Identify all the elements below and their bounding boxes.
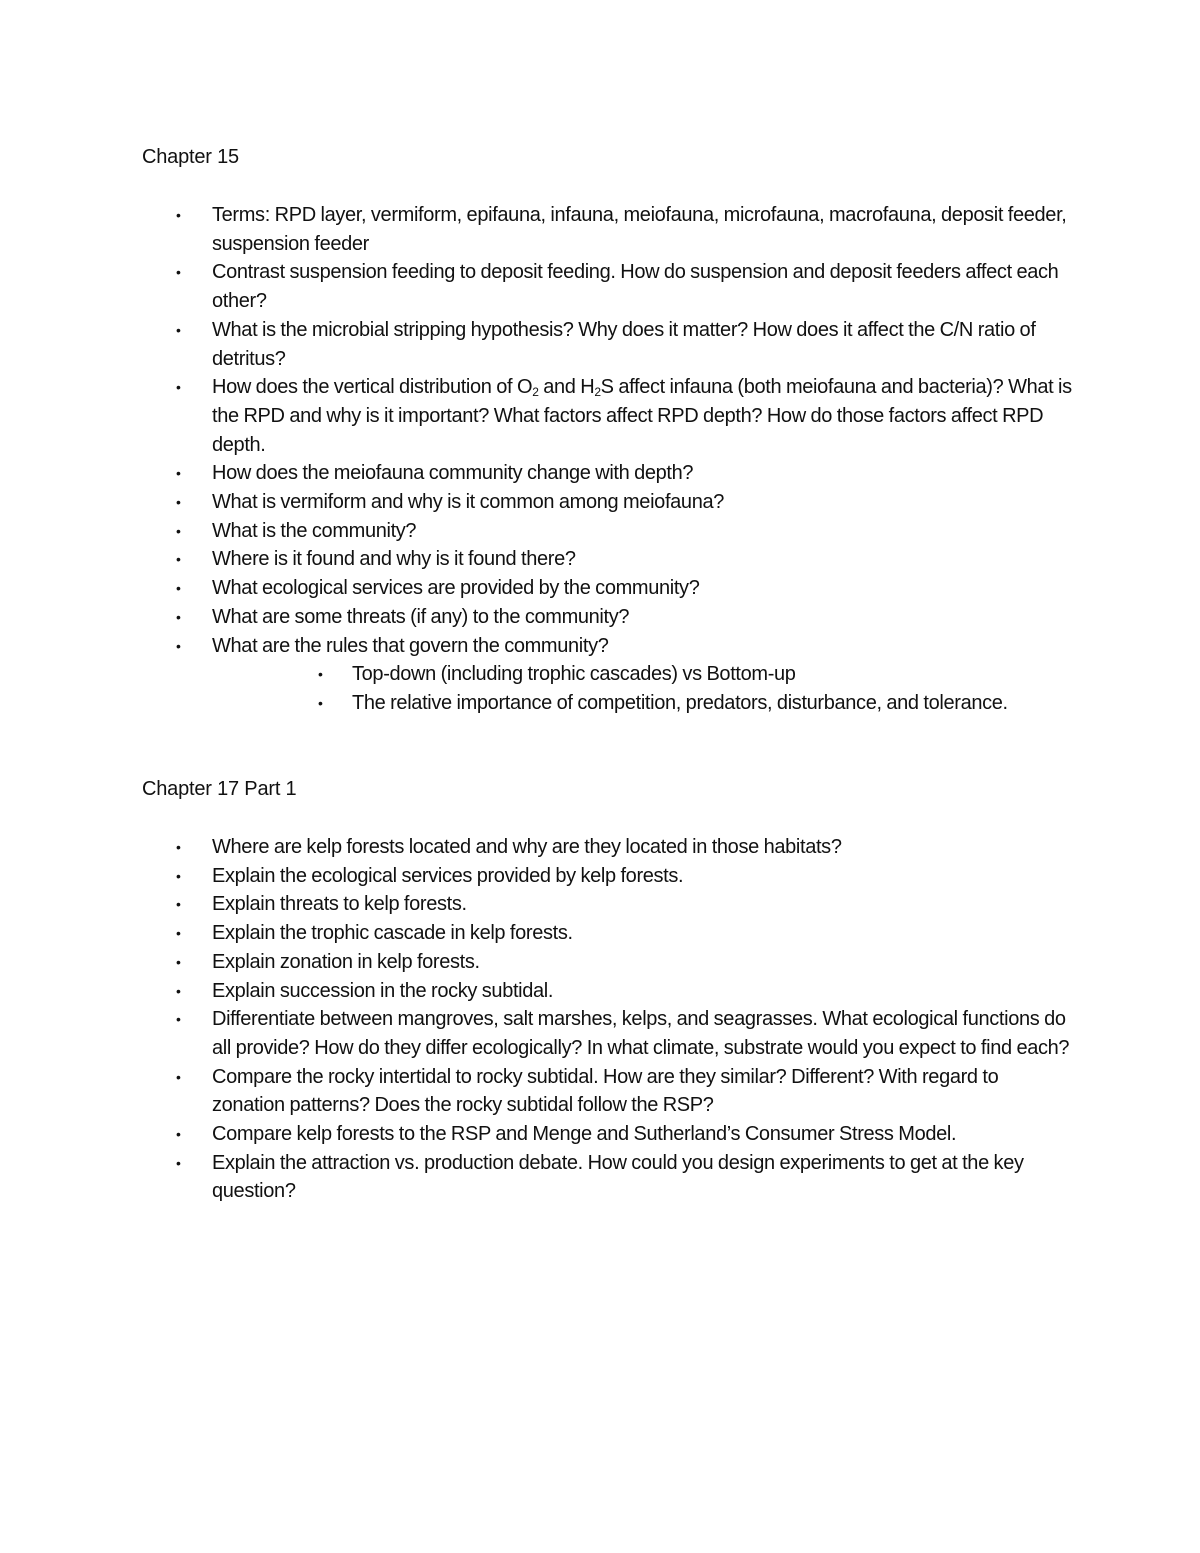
list-item-text: What ecological services are provided by the community? xyxy=(212,577,700,600)
list-item-text: Where are kelp forests located and why are they located in those habitats? xyxy=(212,836,842,858)
bullet-icon: • xyxy=(176,896,181,913)
list-item xyxy=(142,890,1072,919)
bullet-icon: • xyxy=(176,1154,181,1171)
list-item xyxy=(142,316,1072,373)
list-item-text: Explain the ecological services provided by kelp forests. xyxy=(212,864,684,887)
section-title: Chapter 17 Part 1 xyxy=(142,778,297,800)
sub-list-item xyxy=(282,660,1072,689)
bullet-icon: • xyxy=(318,694,323,711)
list-item-text: What is vermiform and why is it common among meiofauna? xyxy=(212,491,725,514)
list-item-text: How does the vertical distribution of $O_2$ and $H_2S$ affect infauna (both meiofauna and bacteria)? What is the RPD and why is it important? What factors affect RPD depth? How do those factors affect RPD depth. xyxy=(212,376,1072,456)
list-item xyxy=(142,373,1072,459)
section-chapter-17-part-1 xyxy=(142,775,1072,1206)
list-item xyxy=(142,545,1072,574)
list-item xyxy=(142,201,1072,258)
section-chapter-15 xyxy=(142,143,1072,718)
list-item xyxy=(142,977,1072,1006)
sub-question-list xyxy=(142,660,1072,717)
list-item-text: What are the rules that govern the community? xyxy=(212,634,609,657)
bullet-icon: • xyxy=(176,494,181,511)
list-item xyxy=(142,459,1072,488)
bullet-icon: • xyxy=(176,551,181,568)
question-list xyxy=(142,833,1072,1206)
bullet-icon: • xyxy=(176,264,181,281)
list-item xyxy=(142,919,1072,948)
sub-list-item xyxy=(282,689,1072,718)
list-item xyxy=(142,833,1072,862)
bullet-icon: • xyxy=(176,522,181,539)
bullet-icon: • xyxy=(176,1068,181,1085)
list-item-text: Explain threats to kelp forests. xyxy=(212,893,467,916)
bullet-icon: • xyxy=(176,465,181,482)
list-item xyxy=(142,1149,1072,1206)
bullet-icon: • xyxy=(318,666,323,683)
bullet-icon: • xyxy=(176,867,181,884)
list-item xyxy=(142,1063,1072,1120)
sub-list-item-text: The relative importance of competition, predators, disturbance, and tolerance. xyxy=(352,691,1008,714)
bullet-icon: • xyxy=(176,580,181,597)
list-item-text: Terms: RPD layer, vermiform, epifauna, infauna, meiofauna, microfauna, macrofauna, deposit feeder, suspension feeder xyxy=(212,204,1067,255)
list-item-text: What is the community? xyxy=(212,519,417,542)
list-item xyxy=(142,1005,1072,1062)
list-item-text: Explain the attraction vs. production debate. How could you design experiments to get at the key question? xyxy=(212,1151,1024,1203)
bullet-icon: • xyxy=(176,1126,181,1143)
list-item xyxy=(142,948,1072,977)
list-item-text: Where is it found and why is it found there? xyxy=(212,548,576,571)
list-item-text: What are some threats (if any) to the community? xyxy=(212,605,630,628)
subscript: 2 xyxy=(594,385,601,400)
list-item-text: How does the meiofauna community change with depth? xyxy=(212,462,694,485)
list-item-text: Explain zonation in kelp forests. xyxy=(212,950,480,973)
list-item xyxy=(142,574,1072,603)
bullet-icon: • xyxy=(176,953,181,970)
list-item xyxy=(142,632,1072,661)
list-item xyxy=(142,862,1072,891)
list-item xyxy=(142,517,1072,546)
bullet-icon: • xyxy=(176,321,181,338)
bullet-icon: • xyxy=(176,637,181,654)
list-item xyxy=(142,258,1072,315)
list-item-text: Compare kelp forests to the RSP and Menge and Sutherland’s Consumer Stress Model. xyxy=(212,1123,957,1146)
list-item-text: Contrast suspension feeding to deposit feeding. How do suspension and deposit feeders affect each other? xyxy=(212,261,1059,313)
list-item xyxy=(142,1120,1072,1149)
list-item-text: Differentiate between mangroves, salt marshes, kelps, and seagrasses. What ecological functions do all provide? How do they differ ecologically? In what climate, substrate would you expect to find each? xyxy=(212,1008,1070,1059)
section-title: Chapter 15 xyxy=(142,146,239,168)
subscript: 2 xyxy=(532,385,539,400)
bullet-icon: • xyxy=(176,379,181,396)
bullet-icon: • xyxy=(176,925,181,942)
bullet-icon: • xyxy=(176,608,181,625)
list-item xyxy=(142,603,1072,632)
question-list xyxy=(142,201,1072,660)
list-item-text: Explain the trophic cascade in kelp forests. xyxy=(212,922,573,945)
list-item-text: What is the microbial stripping hypothesis? Why does it matter? How does it affect the C/N ratio of detritus? xyxy=(212,318,1036,370)
sub-list-item-text: Top-down (including trophic cascades) vs Bottom-up xyxy=(352,663,796,686)
bullet-icon: • xyxy=(176,207,181,223)
bullet-icon: • xyxy=(176,1011,181,1028)
list-item-text: Explain succession in the rocky subtidal. xyxy=(212,979,554,1002)
list-item xyxy=(142,488,1072,517)
bullet-icon: • xyxy=(176,839,181,855)
list-item-text: Compare the rocky intertidal to rocky subtidal. How are they similar? Different? With regard to zonation patterns? Does the rocky subtidal follow the RSP? xyxy=(212,1065,999,1117)
bullet-icon: • xyxy=(176,982,181,999)
